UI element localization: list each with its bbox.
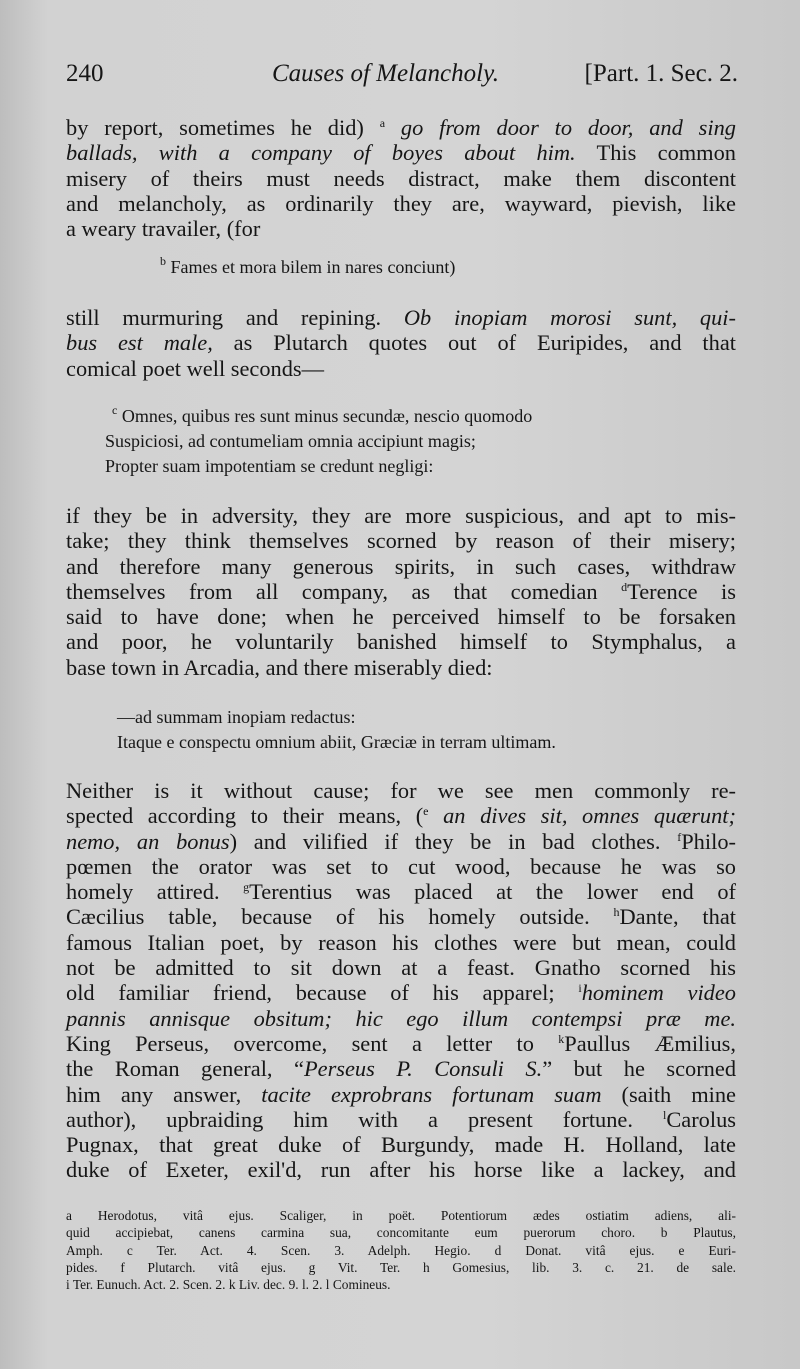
text-span: Ob inopiam morosi sunt, qui- [403,305,736,330]
text-span: (saith mine [601,1081,736,1107]
text-line: said to have done; when he perceived himself to be forsaken [66,604,736,630]
text-line [66,305,736,330]
text-line [66,115,736,140]
footnote-line: Amph. c Ter. Act. 4. Scen. 3. Adelph. Hegio. d Donat. vitâ ejus. e Euri- [66,1242,736,1258]
text-line [66,1031,736,1056]
text-span: an dives sit, omnes quærunt; [428,803,736,829]
text-span: homely attired. [66,879,244,905]
text-span: Perseus P. Consuli S. [303,1056,543,1082]
footnote-marker: d [621,579,628,594]
text-line [66,330,736,355]
text-span: him any answer, [66,1081,262,1107]
text-span: the Roman general, “ [66,1056,304,1082]
text-line [66,904,736,929]
text-span: Fames et mora bilem in nares conciunt) [166,257,456,277]
text-span: ” but he scorned [542,1056,737,1082]
text-line: Pugnax, that great duke of Burgundy, made H. Holland, late [66,1132,736,1158]
text-line [66,140,736,165]
text-line [66,879,736,904]
paragraph-3 [66,503,736,680]
text-line: base town in Arcadia, and there miserably died: [66,654,493,680]
text-span: Terence is [627,578,736,604]
text-line: a weary travailer, (for [66,216,261,242]
text-span: ballads, with a company of boyes about him. [66,140,576,166]
text-span: go from door to door, and sing [385,115,736,140]
footnote-line: pides. f Plutarch. vitâ ejus. g Vit. Ter. h Gomesius, lib. 3. c. 21. de sale. [66,1259,736,1275]
text-line: duke of Exeter, exil'd, run after his horse like a lackey, and [66,1157,736,1183]
paragraph-4 [66,778,736,1183]
footnote-marker: i [578,981,582,996]
text-line: comical poet well seconds— [66,355,325,381]
verse-line: —ad summam inopiam redactus: [117,707,356,727]
verse-quote-1 [160,255,455,280]
footnote-marker: g [243,880,250,895]
footnote-marker: a [379,116,386,130]
text-span: Carolus [666,1106,736,1132]
footnote-marker: l [663,1107,667,1122]
text-span: themselves from all company, as that comedian [66,578,622,604]
paragraph-2 [66,305,736,381]
text-line: take; they think themselves scorned by reason of their misery; [66,528,736,554]
text-line: pœmen the orator was set to cut wood, because he was so [66,853,736,879]
text-line [66,803,736,828]
text-span: Philo- [681,828,736,854]
footnote-line: a Herodotus, vitâ ejus. Scaliger, in poët. Potentiorum ædes ostiatim adiens, ali- [66,1208,736,1223]
text-span: Terentius was placed at the lower end of [249,879,736,905]
paragraph-1 [66,115,736,241]
page-number: 240 [66,60,104,87]
verse-quote-3 [117,705,556,755]
text-line [66,1082,736,1107]
text-line [66,1107,736,1132]
verse-quote-2 [105,403,533,479]
text-span: Omnes, quibus res sunt minus secundæ, nescio quomodo [117,406,533,426]
text-span: by report, sometimes he did) [66,115,364,140]
text-line: pannis annisque obsitum; hic ego illum contempsi præ me. [66,1005,736,1031]
text-line: famous Italian poet, by reason his clothes were but mean, could [66,929,736,955]
text-span: hominem video [581,980,736,1006]
text-line: and therefore many generous spirits, in such cases, withdraw [66,553,736,579]
text-line: and melancholy, as ordinarily they are, wayward, pievish, like [66,190,736,216]
text-line: Neither is it without cause; for we see men commonly re- [66,778,736,803]
text-span: spected according to their means, ( [66,803,424,829]
verse-line: Propter suam impotentiam se credunt negligi: [105,456,434,476]
text-span: author), upbraiding him with a present fortune. [66,1106,663,1132]
text-line [66,829,736,854]
text-line: misery of theirs must needs distract, make them discontent [66,165,736,191]
text-line [66,1056,736,1081]
text-span: ) and vilified if they be in bad clothes. [229,828,678,854]
text-span: as Plutarch quotes out of Euripides, and that [212,330,737,356]
footnote-line: i Ter. Eunuch. Act. 2. Scen. 2. k Liv. dec. 9. l. 2. l Comineus. [66,1277,391,1293]
page-header [66,60,738,100]
text-span: Cæcilius table, because of his homely outside. [66,904,614,930]
verse-line: Suspiciosi, ad contumeliam omnia accipiunt magis; [105,431,476,451]
text-span: Dante, that [619,904,736,930]
footnote-marker: c [112,403,118,417]
section-reference: [Part. 1. Sec. 2. [584,60,738,87]
footnote-marker: b [160,254,166,268]
text-line: if they be in adversity, they are more suspicious, and apt to mis- [66,503,736,528]
footnote-line: quid accipiebat, canens carmina sua, concomitante eum puerorum choro. b Plautus, [66,1225,736,1241]
text-span: bus est male, [66,330,213,356]
footnote-marker: f [677,829,682,844]
footnote-marker: e [423,804,429,819]
text-line [66,980,736,1005]
footnote-marker: k [558,1031,565,1046]
text-line: not be admitted to sit down at a feast. Gnatho scorned his [66,955,736,981]
text-span: Paullus Æmilius, [564,1030,736,1056]
text-span: This common [575,140,736,166]
text-span: tacite exprobrans fortunam suam [261,1081,602,1107]
footnote-marker: h [613,905,620,920]
text-line [66,579,736,604]
verse-line [160,255,455,280]
text-span: nemo, an bonus [66,828,230,854]
text-span: still murmuring and repining. [66,305,404,330]
verse-line: Itaque e conspectu omnium abiit, Græciæ in terram ultimam. [117,732,556,752]
verse-line [112,404,532,429]
text-span: King Perseus, overcome, sent a letter to [66,1030,559,1056]
footnotes [66,1207,736,1293]
running-title: Causes of Melancholy. [272,60,500,87]
text-span: old familiar friend, because of his apparel; [66,980,579,1006]
text-line: and poor, he voluntarily banished himself to Stymphalus, a [66,629,736,655]
